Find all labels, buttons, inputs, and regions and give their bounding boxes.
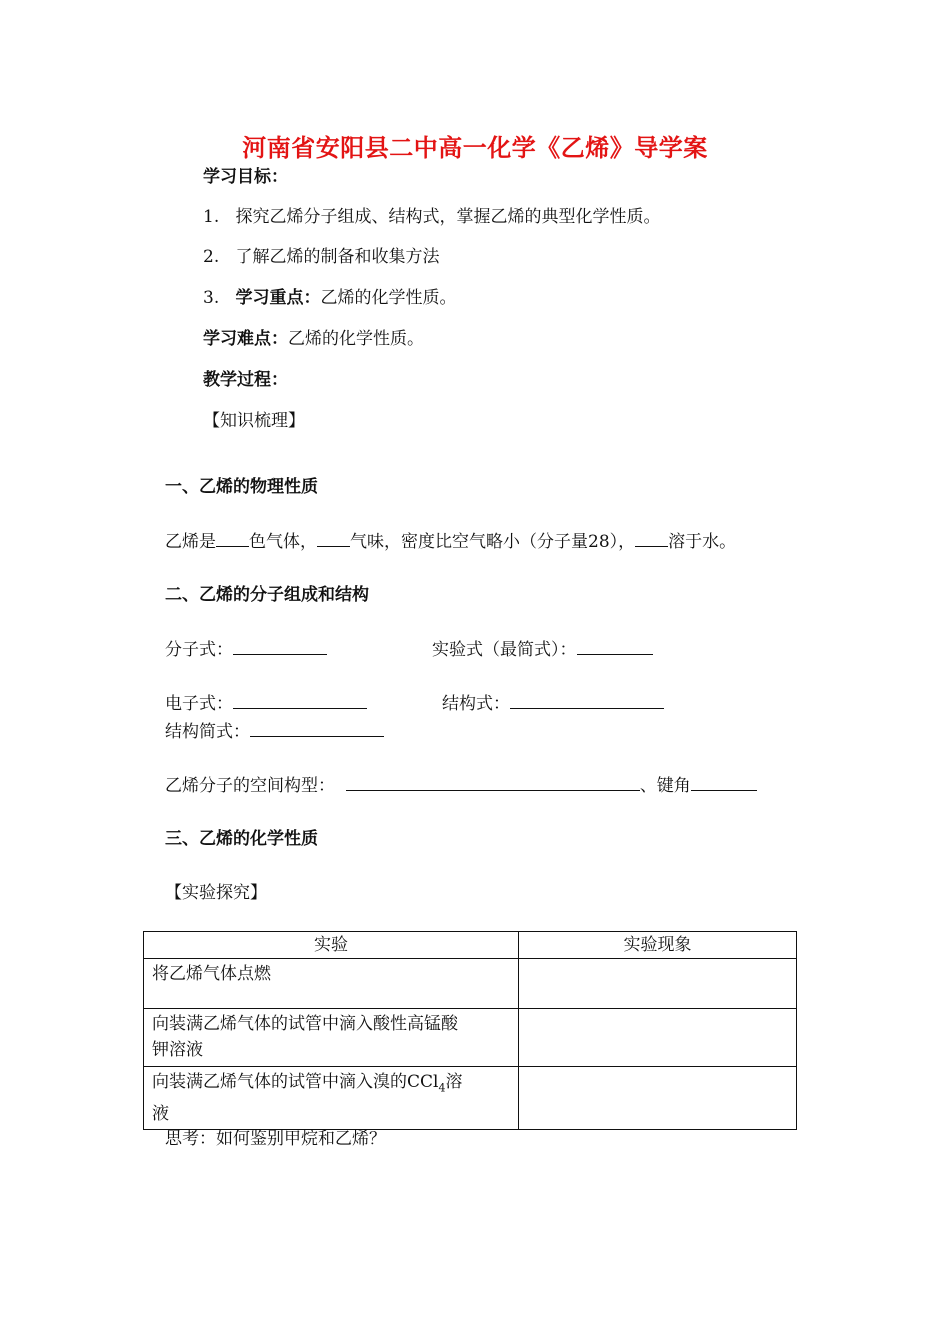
structural-formula-blank[interactable] (510, 692, 664, 709)
process-heading: 教学过程： (203, 370, 288, 390)
odor-blank[interactable] (317, 530, 350, 547)
table-row (144, 959, 797, 1009)
subscript: 4 (438, 1081, 446, 1095)
color-blank[interactable] (216, 530, 249, 547)
empirical-formula-label: 实验式（最简式）： (432, 640, 577, 660)
condensed-formula-line (165, 720, 384, 743)
experiment-text: 向装满乙烯气体的试管中滴入溴的CCl (152, 1072, 439, 1092)
electron-formula-blank[interactable] (233, 692, 367, 709)
objective-item-3 (203, 287, 456, 309)
physical-properties-line (165, 530, 736, 553)
think-question: 思考：如何鉴别甲烷和乙烯？ (165, 1129, 386, 1149)
spatial-config-label: 乙烯分子的空间构型： (165, 776, 335, 796)
spatial-config-line (165, 774, 757, 797)
section2-heading: 二、乙烯的分子组成和结构 (165, 585, 369, 605)
solubility-blank[interactable] (635, 530, 668, 547)
empirical-formula-line (432, 638, 653, 661)
objectives-heading: 学习目标： (203, 167, 288, 187)
experiment-text: 溶 (445, 1072, 463, 1092)
structural-formula-label: 结构式： (442, 694, 510, 714)
condensed-formula-blank[interactable] (250, 720, 384, 737)
experiment-text: 向装满乙烯气体的试管中滴入酸性高锰酸 (152, 1014, 458, 1034)
phenomenon-cell[interactable] (519, 1009, 797, 1067)
molecular-formula-blank[interactable] (233, 638, 327, 655)
experiment-cell (144, 1067, 519, 1130)
phenomenon-cell[interactable] (519, 1067, 797, 1130)
table-row (144, 1009, 797, 1067)
experiment-text: 钾溶液 (152, 1040, 203, 1060)
electron-formula-line (165, 692, 367, 715)
electron-formula-label: 电子式： (165, 694, 233, 714)
key-point-label: 学习重点： (235, 288, 321, 308)
table-header-row (144, 932, 797, 959)
experiment-cell (144, 959, 519, 1009)
molecular-formula-line (165, 638, 327, 661)
fill-text: 乙烯是 (165, 532, 216, 552)
objective-text: 乙烯的化学性质。 (320, 288, 457, 308)
bond-angle-blank[interactable] (691, 774, 757, 791)
table-row (144, 1067, 797, 1130)
difficulty-line (203, 328, 424, 350)
knowledge-heading: 【知识梳理】 (203, 411, 305, 431)
table-header-experiment: 实验 (144, 932, 519, 959)
difficulty-text: 乙烯的化学性质。 (288, 329, 424, 349)
spatial-config-blank[interactable] (346, 774, 640, 791)
fill-text: 溶于水。 (668, 532, 737, 552)
condensed-formula-label: 结构简式： (165, 722, 250, 742)
fill-text: 色气体， (249, 532, 317, 552)
table-header-phenomenon: 实验现象 (519, 932, 797, 959)
experiment-text: 将乙烯气体点燃 (152, 964, 271, 984)
fill-text: 气味，密度比空气略小（分子量28）， (350, 532, 636, 552)
structural-formula-line (442, 692, 664, 715)
experiment-text: 液 (152, 1104, 169, 1125)
experiment-cell (144, 1009, 519, 1067)
empirical-formula-blank[interactable] (577, 638, 653, 655)
difficulty-label: 学习难点： (203, 329, 288, 349)
objective-num: 3. (203, 288, 220, 308)
section1-heading: 一、乙烯的物理性质 (165, 477, 318, 497)
phenomenon-cell[interactable] (519, 959, 797, 1009)
page-title: 河南省安阳县二中高一化学《乙烯》导学案 (242, 134, 708, 162)
objective-num: 1. (203, 207, 220, 227)
objective-text: 探究乙烯分子组成、结构式，掌握乙烯的典型化学性质。 (235, 207, 661, 227)
objective-item-2 (203, 246, 439, 268)
objective-item-1 (203, 206, 660, 228)
experiment-table (143, 931, 797, 1130)
bond-angle-label: 、键角 (639, 776, 691, 796)
experiment-heading: 【实验探究】 (165, 883, 267, 903)
objective-text: 了解乙烯的制备和收集方法 (235, 247, 440, 267)
objective-num: 2. (203, 247, 220, 267)
molecular-formula-label: 分子式： (165, 640, 233, 660)
section3-heading: 三、乙烯的化学性质 (165, 829, 318, 849)
